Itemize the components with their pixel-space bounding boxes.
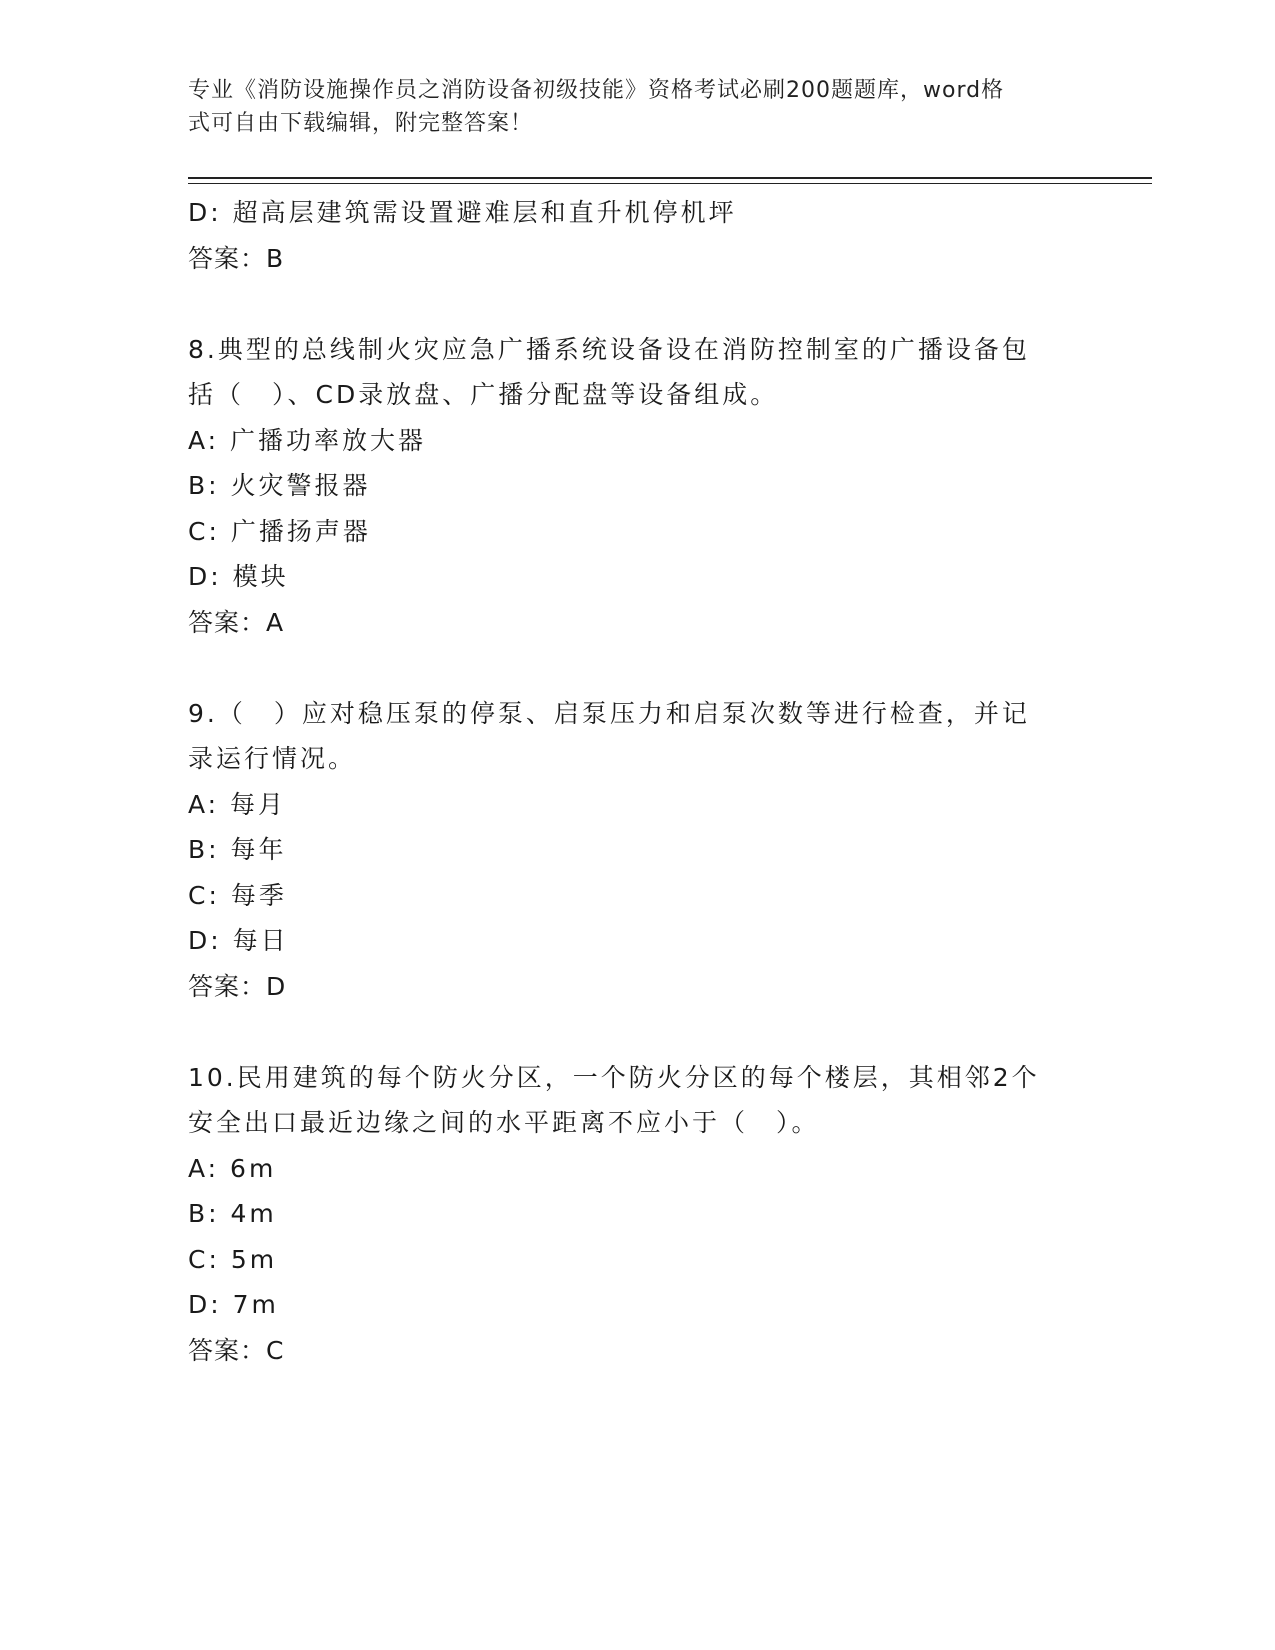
- spacer: [188, 645, 1088, 691]
- option-d: D: 每日: [188, 926, 289, 955]
- question-10: [188, 1055, 1088, 1374]
- question-content: [188, 190, 1088, 1373]
- question-stem-line-2: 安全出口最近边缘之间的水平距离不应小于（ ）。: [188, 1108, 820, 1137]
- option-c: C: 5m: [188, 1244, 278, 1274]
- document-header: [188, 74, 1068, 140]
- question-stem-line-1: 10.民用建筑的每个防火分区，一个防火分区的每个楼层，其相邻2个: [188, 1062, 1040, 1092]
- option-c: C: 广播扬声器: [188, 516, 371, 546]
- header-rule-thick: [188, 177, 1152, 179]
- option-b: B: 火灾警报器: [188, 471, 371, 500]
- answer-line: 答案：C: [188, 1335, 285, 1365]
- option-a: A: 广播功率放大器: [188, 425, 427, 455]
- question-stem-line-2: 括（ ）、CD录放盘、广播分配盘等设备组成。: [188, 380, 779, 409]
- question-stem-line-2: 录运行情况。: [188, 744, 357, 773]
- answer-line: 答案：D: [188, 971, 287, 1001]
- header-rule-thin: [188, 183, 1152, 184]
- question-8: [188, 327, 1088, 646]
- option-a: A: 6m: [188, 1153, 277, 1183]
- option-a: A: 每月: [188, 789, 287, 819]
- option-d: D: 模块: [188, 562, 289, 591]
- spacer: [188, 281, 1088, 327]
- option-d: D: 超高层建筑需设置避难层和直升机停机坪: [188, 198, 737, 227]
- header-line-1: 专业《消防设施操作员之消防设备初级技能》资格考试必刷200题题库，word格: [188, 78, 1005, 103]
- spacer: [188, 1009, 1088, 1055]
- option-d: D: 7m: [188, 1290, 279, 1319]
- previous-question-tail: [188, 190, 1088, 281]
- question-9: [188, 691, 1088, 1010]
- header-line-2: 式可自由下载编辑，附完整答案！: [188, 111, 534, 136]
- question-stem-line-1: 9.（ ）应对稳压泵的停泵、启泵压力和启泵次数等进行检查，并记: [188, 698, 1030, 728]
- answer-line: 答案：B: [188, 243, 285, 273]
- question-stem-line-1: 8.典型的总线制火灾应急广播系统设备设在消防控制室的广播设备包: [188, 334, 1030, 364]
- option-c: C: 每季: [188, 880, 287, 910]
- answer-line: 答案：A: [188, 607, 285, 637]
- option-b: B: 4m: [188, 1199, 277, 1228]
- option-b: B: 每年: [188, 835, 287, 864]
